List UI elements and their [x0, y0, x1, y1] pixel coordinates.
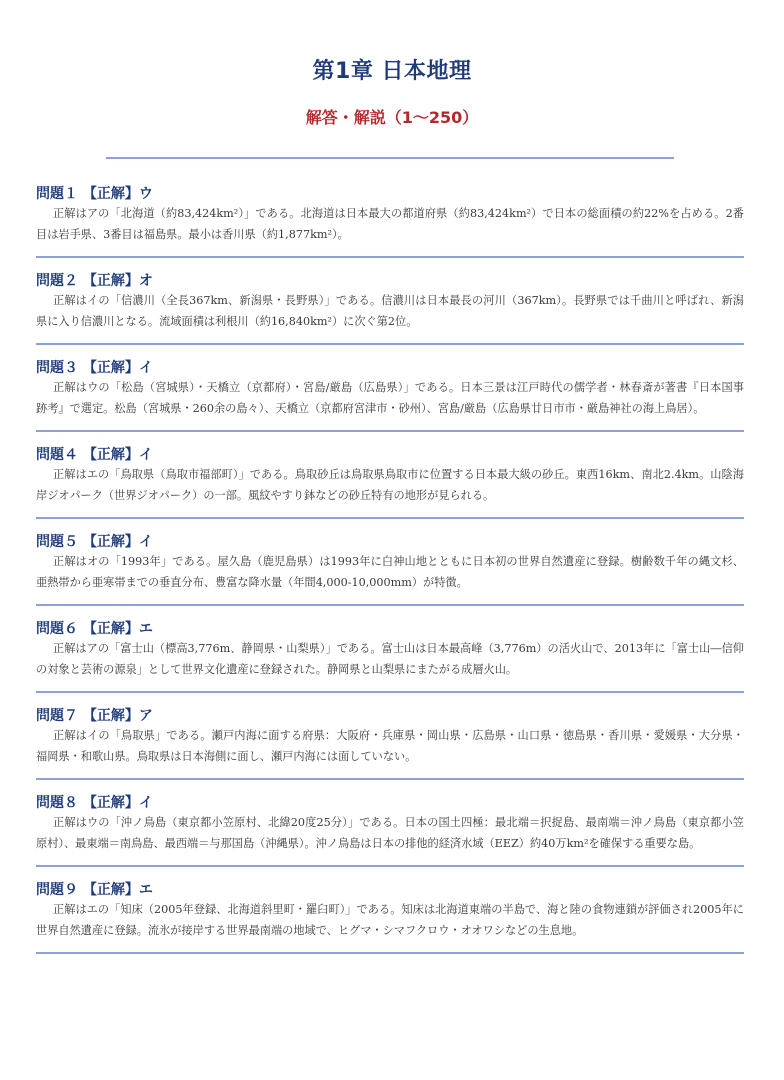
- question-explanation: 正解はエの「鳥取県（鳥取市福部町）」である。鳥取砂丘は鳥取県鳥取市に位置する日本最大級の砂丘。東西16km、南北2.4km。山陰海岸ジオパーク（世界ジオパーク）の一部。風紋やすり鉢などの砂丘特有の地形が見られる。: [36, 468, 744, 502]
- question-item: [36, 706, 744, 780]
- question-number: 問題３: [36, 360, 78, 376]
- question-header: [36, 532, 744, 552]
- question-explanation: 正解はアの「北海道（約83,424km²）」である。北海道は日本最大の都道府県（約83,424km²）で日本の総面積の約22%を占める。2番目は岩手県、3番目は福島県。最小は香川県（約1,877km²）。: [36, 207, 744, 241]
- chapter-subtitle: 解答・解説（1〜250）: [305, 108, 479, 127]
- question-number: 問題１: [36, 186, 78, 202]
- answer-label: 【正解】イ: [82, 360, 153, 376]
- question-explanation: 正解はオの「1993年」である。屋久島（鹿児島県）は1993年に白神山地とともに日本初の世界自然遺産に登録。樹齢数千年の縄文杉、亜熱帯から亜寒帯までの垂直分布、豊富な降水量（年間4,000-10,000mm）が特徴。: [36, 555, 744, 589]
- question-header: [36, 271, 744, 291]
- answer-label: 【正解】エ: [82, 882, 153, 898]
- question-number: 問題７: [36, 708, 78, 724]
- question-item: [36, 271, 744, 345]
- question-header: [36, 445, 744, 465]
- question-explanation: 正解はイの「鳥取県」である。瀬戸内海に面する府県：大阪府・兵庫県・岡山県・広島県・山口県・徳島県・香川県・愛媛県・大分県・福岡県・和歌山県。鳥取県は日本海側に面し、瀬戸内海には面していない。: [36, 729, 744, 763]
- question-header: [36, 880, 744, 900]
- question-number: 問題９: [36, 882, 78, 898]
- question-number: 問題４: [36, 447, 78, 463]
- question-number: 問題５: [36, 534, 78, 550]
- question-item: [36, 358, 744, 432]
- chapter-title: 第1章 日本地理: [312, 59, 472, 84]
- title-divider: [106, 157, 674, 159]
- answer-label: 【正解】エ: [82, 621, 153, 637]
- answer-label: 【正解】イ: [82, 447, 153, 463]
- question-list: [36, 184, 744, 967]
- question-explanation: 正解はエの「知床（2005年登録、北海道斜里町・羅臼町）」である。知床は北海道東端の半島で、海と陸の食物連鎖が評価され2005年に世界自然遺産に登録。流氷が接岸する世界最南端の地域で、ヒグマ・シマフクロウ・オオワシなどの生息地。: [36, 903, 744, 937]
- question-header: [36, 706, 744, 726]
- question-explanation: 正解はイの「信濃川（全長367km、新潟県・長野県）」である。信濃川は日本最長の河川（367km）。長野県では千曲川と呼ばれ、新潟県に入り信濃川となる。流域面積は利根川（約16,840km²）に次ぐ第2位。: [36, 294, 744, 328]
- question-header: [36, 619, 744, 639]
- answer-label: 【正解】イ: [82, 534, 153, 550]
- question-item: [36, 532, 744, 606]
- question-item: [36, 793, 744, 867]
- question-header: [36, 358, 744, 378]
- question-item: [36, 880, 744, 954]
- answer-label: 【正解】ア: [82, 708, 153, 724]
- question-explanation: 正解はウの「松島（宮城県）・天橋立（京都府）・宮島/厳島（広島県）」である。日本三景は江戸時代の儒学者・林春斎が著書『日本国事跡考』で選定。松島（宮城県・260余の島々）、天橋立（京都府宮津市・砂州）、宮島/厳島（広島県廿日市市・厳島神社の海上鳥居）。: [36, 381, 744, 415]
- answer-label: 【正解】オ: [82, 273, 153, 289]
- question-number: 問題６: [36, 621, 78, 637]
- question-item: [36, 445, 744, 519]
- question-number: 問題２: [36, 273, 78, 289]
- question-explanation: 正解はアの「富士山（標高3,776m、静岡県・山梨県）」である。富士山は日本最高峰（3,776m）の活火山で、2013年に「富士山―信仰の対象と芸術の源泉」として世界文化遺産に登録された。静岡県と山梨県にまたがる成層火山。: [36, 642, 744, 676]
- question-header: [36, 793, 744, 813]
- answer-label: 【正解】イ: [82, 795, 153, 811]
- question-number: 問題８: [36, 795, 78, 811]
- answer-label: 【正解】ウ: [82, 186, 153, 202]
- question-header: [36, 184, 744, 204]
- question-explanation: 正解はウの「沖ノ鳥島（東京都小笠原村、北緯20度25分）」である。日本の国土四極：最北端＝択捉島、最南端＝沖ノ鳥島（東京都小笠原村）、最東端＝南鳥島、最西端＝与那国島（沖縄県）。沖ノ鳥島は日本の排他的経済水域（EEZ）約40万km²を確保する重要な島。: [36, 816, 744, 850]
- question-item: [36, 184, 744, 258]
- question-item: [36, 619, 744, 693]
